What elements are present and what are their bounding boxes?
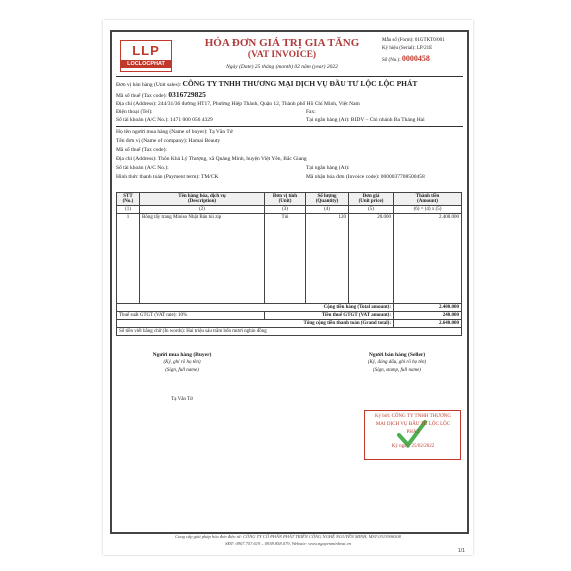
invoice-code: Mã nhận hóa đơn (Invoice code): 000003770850045​8 bbox=[306, 174, 425, 180]
vat-amount: 240.000 bbox=[394, 312, 462, 320]
company-logo bbox=[120, 40, 172, 72]
form-number: Mẫu số (Form): 01GTKT0/001 bbox=[382, 38, 445, 43]
invoice-frame bbox=[110, 30, 469, 534]
buyer-account: Số tài khoản (A/C No.): bbox=[116, 165, 169, 171]
buyer-tax: Mã số thuế (Tax code): bbox=[116, 147, 167, 153]
vat-label: Tiền thuế GTGT (VAT amount): bbox=[265, 312, 394, 320]
footer-provider: Cung cấp giải pháp hóa đơn điện tử: CÔNG TY CỔ PHẦN PHÁT TRIỂN CÔNG NGHỆ NGUYÊN MINH, MST:0313906508 bbox=[175, 534, 401, 539]
buyer-signature-note-en: (Sign, full name) bbox=[165, 368, 199, 373]
stamp-line-3: PHÁT bbox=[406, 430, 420, 435]
invoice-date: Ngày (Date) 25 tháng (month) 02 năm (year) 2022 bbox=[226, 64, 338, 70]
seller-phone: Điện thoại (Tel): bbox=[116, 109, 153, 115]
table-row bbox=[117, 214, 462, 304]
seller-name-row bbox=[116, 79, 417, 88]
seller-tax-label: Mã số thuế (Tax code): bbox=[116, 93, 167, 99]
invoice-number-row bbox=[382, 54, 430, 63]
seller-tax-row bbox=[116, 90, 206, 99]
seller-account: Số tài khoản (A/C No.): 1471 000 056 4329 bbox=[116, 117, 213, 123]
seller-bank: Tại ngân hàng (At): BIDV – Chi nhánh Ba Tháng Hai bbox=[306, 117, 425, 123]
col-header-unit-price: Đơn giá (Unit price) bbox=[349, 193, 394, 206]
logo-subtext: LOCLOCPHAT bbox=[121, 60, 171, 68]
logo-text: LLP bbox=[132, 43, 160, 58]
row-quantity: 120 bbox=[306, 214, 349, 304]
divider bbox=[116, 76, 463, 77]
grand-total-label: Tổng cộng tiền thanh toán (Grand total): bbox=[117, 320, 394, 328]
grand-total-amount: 2.640.000 bbox=[394, 320, 462, 328]
row-description: Bông tẩy trang Miniso Nhật Bản túi zip bbox=[140, 214, 265, 304]
col-index: (1) bbox=[117, 206, 140, 214]
invoice-number-label: Số (No.): bbox=[382, 58, 401, 63]
col-index: (5) bbox=[349, 206, 394, 214]
page-number: 1/1 bbox=[458, 548, 465, 554]
digital-signature-stamp bbox=[364, 410, 461, 460]
seller-signature-title: Người bán hàng (Seller) bbox=[368, 352, 426, 358]
seller-tax-code: 0316729825 bbox=[168, 90, 206, 99]
col-header-quantity: Số lượng (Quantity) bbox=[306, 193, 349, 206]
invoice-title: HÓA ĐƠN GIÁ TRỊ GIA TĂNG bbox=[204, 37, 360, 49]
col-header-amount: Thành tiền (Amount) bbox=[394, 193, 462, 206]
in-words-row bbox=[117, 328, 462, 336]
footer-contact: SĐT: 0907.757.619 – 0938.858.079, Website: www.nguyenminhvat.vn bbox=[225, 541, 351, 546]
buyer-address: Địa chỉ (Address): Thôn Khả Lý Thượng, xã Quảng Minh, huyện Việt Yên, Bắc Giang bbox=[116, 156, 307, 162]
buyer-signature-name: Tạ Văn Tứ bbox=[171, 397, 193, 402]
col-header-description: Tên hàng hóa, dịch vụ (Description) bbox=[140, 193, 265, 206]
seller-fax: Fax: bbox=[306, 109, 316, 115]
buyer-signature-note: (Ký, ghi rõ họ tên) bbox=[163, 360, 201, 365]
table-index-row bbox=[117, 206, 462, 214]
stamp-line-2: MẠI DỊCH VỤ ĐẦU TƯ LỘC LỘC bbox=[375, 422, 451, 427]
buyer-bank: Tại ngân hàng (At): bbox=[306, 165, 350, 171]
row-no: 1 bbox=[117, 214, 140, 304]
invoice-subtitle: (VAT INVOICE) bbox=[247, 50, 317, 60]
vat-row bbox=[117, 312, 462, 320]
col-header-no: STT (No.) bbox=[117, 193, 140, 206]
stamp-line-1: Ký bởi: CÔNG TY TNHH THƯƠNG bbox=[375, 414, 451, 419]
buyer-signature-title: Người mua hàng (Buyer) bbox=[152, 352, 212, 358]
grand-total-row bbox=[117, 320, 462, 328]
col-index: (6) = (4) x (5) bbox=[394, 206, 462, 214]
col-index: (3) bbox=[265, 206, 306, 214]
buyer-company: Tên đơn vị (Name of company): Hamai Beauty bbox=[116, 138, 221, 144]
serial-number: Ký hiệu (Serial): LP/21E bbox=[382, 46, 433, 51]
total-label: Cộng tiền hàng (Total amount): bbox=[117, 304, 394, 312]
seller-signature-note-en: (Sign, stamp, full name) bbox=[373, 368, 421, 373]
row-unit-price: 20.000 bbox=[349, 214, 394, 304]
table-header-row bbox=[117, 193, 462, 206]
total-amount: 2.400.000 bbox=[394, 304, 462, 312]
col-index: (4) bbox=[306, 206, 349, 214]
col-header-unit: Đơn vị tính (Unit) bbox=[265, 193, 306, 206]
buyer-name: Họ tên người mua hàng (Name of buyer): Tạ Văn Tứ bbox=[116, 129, 233, 135]
seller-name-label: Đơn vị bán hàng (Unit sales): bbox=[116, 82, 182, 88]
amount-in-words: Số tiền viết bằng chữ (In words): Hai triệu sáu trăm bốn mươi nghìn đồng bbox=[117, 328, 462, 336]
invoice-number: 0000458 bbox=[401, 54, 430, 63]
seller-signature-note: (Ký, đóng dấu, ghi rõ họ tên) bbox=[367, 360, 427, 365]
row-amount: 2.400.000 bbox=[394, 214, 462, 304]
payment-term: Hình thức thanh toán (Payment term): TM/CK bbox=[116, 174, 219, 180]
stamp-date: Ký ngày: 25/02/2022 bbox=[391, 444, 435, 449]
row-unit: Túi bbox=[265, 214, 306, 304]
total-row bbox=[117, 304, 462, 312]
seller-name: CÔNG TY TNHH THƯƠNG MẠI DỊCH VỤ ĐẦU TƯ LỘC LỘC PHÁT bbox=[182, 79, 418, 88]
col-index: (2) bbox=[140, 206, 265, 214]
items-table bbox=[116, 192, 462, 336]
vat-rate: Thuế suất GTGT (VAT rate): 10% bbox=[117, 312, 265, 320]
seller-address: Địa chỉ (Address): 244/31/36 đường HT17, Phường Hiệp Thành, Quận 12, Thành phố Hồ Chí Minh, Việt Nam bbox=[116, 101, 360, 107]
invoice-sheet bbox=[103, 20, 473, 555]
divider bbox=[116, 126, 463, 127]
